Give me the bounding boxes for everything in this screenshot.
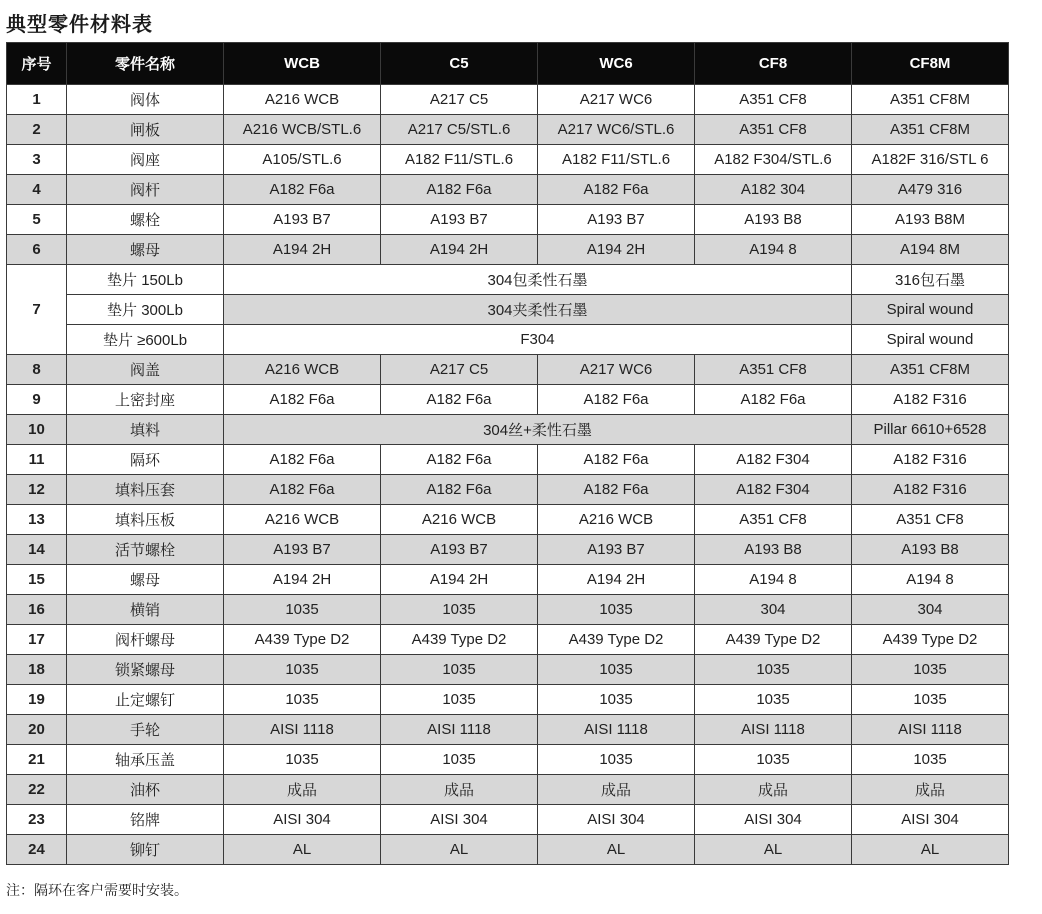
- material-cell: 1035: [381, 655, 538, 685]
- material-cell: AISI 304: [852, 805, 1009, 835]
- material-cell: A182 F11/STL.6: [381, 145, 538, 175]
- material-cell: AISI 1118: [538, 715, 695, 745]
- table-row: [7, 235, 1009, 265]
- part-name: 上密封座: [67, 385, 224, 415]
- material-cell: A217 WC6/STL.6: [538, 115, 695, 145]
- material-cell: AISI 1118: [381, 715, 538, 745]
- row-number: 17: [7, 625, 67, 655]
- material-cell: Spiral wound: [852, 325, 1009, 355]
- part-name: 轴承压盖: [67, 745, 224, 775]
- material-cell: A216 WCB: [224, 85, 381, 115]
- row-number: 22: [7, 775, 67, 805]
- table-row: [7, 715, 1009, 745]
- material-cell: 1035: [695, 655, 852, 685]
- material-cell: 1035: [381, 685, 538, 715]
- material-cell: 1035: [538, 685, 695, 715]
- material-cell: 1035: [538, 745, 695, 775]
- material-cell: AISI 304: [538, 805, 695, 835]
- material-cell: A182 F316: [852, 385, 1009, 415]
- material-cell: A439 Type D2: [695, 625, 852, 655]
- row-number: 23: [7, 805, 67, 835]
- part-name: 阀体: [67, 85, 224, 115]
- table-row: [7, 625, 1009, 655]
- row-number: 9: [7, 385, 67, 415]
- material-cell: A194 8: [695, 235, 852, 265]
- material-cell: A439 Type D2: [852, 625, 1009, 655]
- table-row: [7, 655, 1009, 685]
- material-cell: A105/STL.6: [224, 145, 381, 175]
- header-cell: WC6: [538, 43, 695, 85]
- part-name: 油杯: [67, 775, 224, 805]
- row-number: 1: [7, 85, 67, 115]
- part-name: 铭牌: [67, 805, 224, 835]
- material-cell: A182 F6a: [224, 175, 381, 205]
- table-row: [7, 805, 1009, 835]
- table-row: [7, 205, 1009, 235]
- material-cell: A194 2H: [224, 235, 381, 265]
- material-cell: AISI 304: [224, 805, 381, 835]
- row-number: 20: [7, 715, 67, 745]
- header-cell: 零件名称: [67, 43, 224, 85]
- material-cell: A217 C5/STL.6: [381, 115, 538, 145]
- part-name: 填料: [67, 415, 224, 445]
- header-cell: 序号: [7, 43, 67, 85]
- material-cell: A193 B8: [695, 205, 852, 235]
- part-name: 闸板: [67, 115, 224, 145]
- material-cell: A439 Type D2: [224, 625, 381, 655]
- material-cell: Pillar 6610+6528: [852, 415, 1009, 445]
- material-cell: A182 304: [695, 175, 852, 205]
- material-cell: A194 2H: [538, 235, 695, 265]
- material-cell: A193 B7: [224, 205, 381, 235]
- material-cell: A216 WCB: [224, 505, 381, 535]
- material-cell: A194 2H: [224, 565, 381, 595]
- material-cell: AISI 304: [381, 805, 538, 835]
- material-cell: 成品: [381, 775, 538, 805]
- material-cell: A182 F304: [695, 475, 852, 505]
- material-cell: A194 8: [695, 565, 852, 595]
- part-name: 活节螺栓: [67, 535, 224, 565]
- material-cell: A182F 316/STL 6: [852, 145, 1009, 175]
- material-cell: A351 CF8: [695, 505, 852, 535]
- material-cell: A217 WC6: [538, 85, 695, 115]
- table-row: [7, 295, 1009, 325]
- material-cell: AISI 304: [695, 805, 852, 835]
- row-number: 3: [7, 145, 67, 175]
- material-cell: A182 F316: [852, 475, 1009, 505]
- row-number: 8: [7, 355, 67, 385]
- material-cell: A182 F6a: [381, 175, 538, 205]
- table-row: [7, 835, 1009, 865]
- table-row: [7, 445, 1009, 475]
- table-row: [7, 415, 1009, 445]
- table-row: [7, 775, 1009, 805]
- material-cell: 1035: [538, 595, 695, 625]
- part-name: 阀杆螺母: [67, 625, 224, 655]
- row-number: 21: [7, 745, 67, 775]
- table-row: [7, 385, 1009, 415]
- row-number: 19: [7, 685, 67, 715]
- materials-table: [6, 42, 1009, 865]
- material-cell: 304: [695, 595, 852, 625]
- table-row: [7, 475, 1009, 505]
- material-cell: A182 F316: [852, 445, 1009, 475]
- material-cell: 成品: [224, 775, 381, 805]
- material-cell: A351 CF8M: [852, 85, 1009, 115]
- material-cell: A216 WCB: [538, 505, 695, 535]
- table-row: [7, 535, 1009, 565]
- material-cell: A351 CF8: [695, 85, 852, 115]
- part-name: 垫片 300Lb: [67, 295, 224, 325]
- material-cell: A182 F6a: [224, 475, 381, 505]
- material-cell: A216 WCB: [381, 505, 538, 535]
- row-number: 11: [7, 445, 67, 475]
- part-name: 垫片 ≥600Lb: [67, 325, 224, 355]
- row-number: 5: [7, 205, 67, 235]
- part-name: 隔环: [67, 445, 224, 475]
- material-cell: A439 Type D2: [381, 625, 538, 655]
- material-cell: 1035: [224, 685, 381, 715]
- material-cell: 304: [852, 595, 1009, 625]
- material-cell: A193 B7: [224, 535, 381, 565]
- material-cell: A193 B8: [695, 535, 852, 565]
- material-cell: A182 F6a: [381, 475, 538, 505]
- table-row: [7, 325, 1009, 355]
- material-cell: A182 F304: [695, 445, 852, 475]
- material-cell: AL: [224, 835, 381, 865]
- material-cell: AISI 1118: [695, 715, 852, 745]
- row-number: 15: [7, 565, 67, 595]
- material-cell: A194 8: [852, 565, 1009, 595]
- part-name: 填料压套: [67, 475, 224, 505]
- material-cell: A182 F6a: [538, 385, 695, 415]
- table-row: [7, 355, 1009, 385]
- material-cell: A194 8M: [852, 235, 1009, 265]
- material-span-cell: 304夹柔性石墨: [224, 295, 852, 325]
- part-name: 填料压板: [67, 505, 224, 535]
- material-cell: A194 2H: [538, 565, 695, 595]
- material-cell: A351 CF8: [695, 115, 852, 145]
- table-row: [7, 145, 1009, 175]
- part-name: 横销: [67, 595, 224, 625]
- material-cell: A182 F6a: [538, 175, 695, 205]
- material-cell: A182 F6a: [538, 475, 695, 505]
- material-cell: A217 WC6: [538, 355, 695, 385]
- part-name: 锁紧螺母: [67, 655, 224, 685]
- material-cell: A351 CF8M: [852, 115, 1009, 145]
- row-number: 16: [7, 595, 67, 625]
- material-cell: A351 CF8: [695, 355, 852, 385]
- material-span-cell: F304: [224, 325, 852, 355]
- material-cell: A194 2H: [381, 565, 538, 595]
- row-number: 10: [7, 415, 67, 445]
- material-cell: AL: [538, 835, 695, 865]
- material-cell: A193 B7: [538, 205, 695, 235]
- material-cell: A182 F11/STL.6: [538, 145, 695, 175]
- material-cell: AL: [852, 835, 1009, 865]
- material-cell: 1035: [224, 655, 381, 685]
- row-number: 6: [7, 235, 67, 265]
- material-cell: AL: [381, 835, 538, 865]
- table-header-row: [7, 43, 1009, 85]
- part-name: 螺母: [67, 235, 224, 265]
- material-cell: 1035: [224, 595, 381, 625]
- material-cell: A182 F304/STL.6: [695, 145, 852, 175]
- material-cell: A193 B7: [381, 205, 538, 235]
- row-number: 18: [7, 655, 67, 685]
- material-cell: A439 Type D2: [538, 625, 695, 655]
- material-cell: A182 F6a: [381, 385, 538, 415]
- material-cell: AISI 1118: [224, 715, 381, 745]
- header-cell: CF8: [695, 43, 852, 85]
- material-cell: 1035: [538, 655, 695, 685]
- table-row: [7, 85, 1009, 115]
- material-cell: 成品: [538, 775, 695, 805]
- material-cell: A182 F6a: [381, 445, 538, 475]
- row-number: 24: [7, 835, 67, 865]
- table-row: [7, 115, 1009, 145]
- material-cell: A351 CF8: [852, 505, 1009, 535]
- material-cell: A216 WCB: [224, 355, 381, 385]
- material-cell: A217 C5: [381, 355, 538, 385]
- material-cell: A182 F6a: [695, 385, 852, 415]
- material-cell: A193 B7: [538, 535, 695, 565]
- material-cell: A182 F6a: [224, 385, 381, 415]
- row-number: 2: [7, 115, 67, 145]
- material-cell: 1035: [695, 745, 852, 775]
- header-cell: CF8M: [852, 43, 1009, 85]
- material-cell: 成品: [695, 775, 852, 805]
- part-name: 阀盖: [67, 355, 224, 385]
- row-number: 14: [7, 535, 67, 565]
- material-cell: A351 CF8M: [852, 355, 1009, 385]
- material-cell: 1035: [852, 685, 1009, 715]
- part-name: 垫片 150Lb: [67, 265, 224, 295]
- part-name: 阀杆: [67, 175, 224, 205]
- material-cell: A216 WCB/STL.6: [224, 115, 381, 145]
- part-name: 手轮: [67, 715, 224, 745]
- table-row: [7, 745, 1009, 775]
- material-cell: 1035: [852, 745, 1009, 775]
- row-number: 7: [7, 265, 67, 355]
- footnote: 注：隔环在客户需要时安装。: [6, 883, 188, 899]
- row-number: 12: [7, 475, 67, 505]
- material-cell: A193 B8: [852, 535, 1009, 565]
- row-number: 4: [7, 175, 67, 205]
- material-cell: 1035: [381, 595, 538, 625]
- part-name: 螺母: [67, 565, 224, 595]
- material-span-cell: 304丝+柔性石墨: [224, 415, 852, 445]
- table-row: [7, 685, 1009, 715]
- material-cell: A193 B7: [381, 535, 538, 565]
- material-cell: Spiral wound: [852, 295, 1009, 325]
- material-cell: A479 316: [852, 175, 1009, 205]
- row-number: 13: [7, 505, 67, 535]
- part-name: 螺栓: [67, 205, 224, 235]
- material-cell: 316包石墨: [852, 265, 1009, 295]
- material-cell: 1035: [695, 685, 852, 715]
- material-cell: A182 F6a: [538, 445, 695, 475]
- material-cell: 成品: [852, 775, 1009, 805]
- material-cell: AL: [695, 835, 852, 865]
- table-row: [7, 505, 1009, 535]
- material-span-cell: 304包柔性石墨: [224, 265, 852, 295]
- header-cell: WCB: [224, 43, 381, 85]
- table-row: [7, 175, 1009, 205]
- page-title: 典型零件材料表: [6, 12, 153, 36]
- material-cell: 1035: [852, 655, 1009, 685]
- header-cell: C5: [381, 43, 538, 85]
- material-cell: A217 C5: [381, 85, 538, 115]
- material-cell: A182 F6a: [224, 445, 381, 475]
- material-cell: A193 B8M: [852, 205, 1009, 235]
- part-name: 阀座: [67, 145, 224, 175]
- part-name: 铆钉: [67, 835, 224, 865]
- table-row: [7, 595, 1009, 625]
- material-cell: A194 2H: [381, 235, 538, 265]
- part-name: 止定螺钉: [67, 685, 224, 715]
- material-cell: AISI 1118: [852, 715, 1009, 745]
- material-cell: 1035: [381, 745, 538, 775]
- table-row: [7, 265, 1009, 295]
- material-cell: 1035: [224, 745, 381, 775]
- table-row: [7, 565, 1009, 595]
